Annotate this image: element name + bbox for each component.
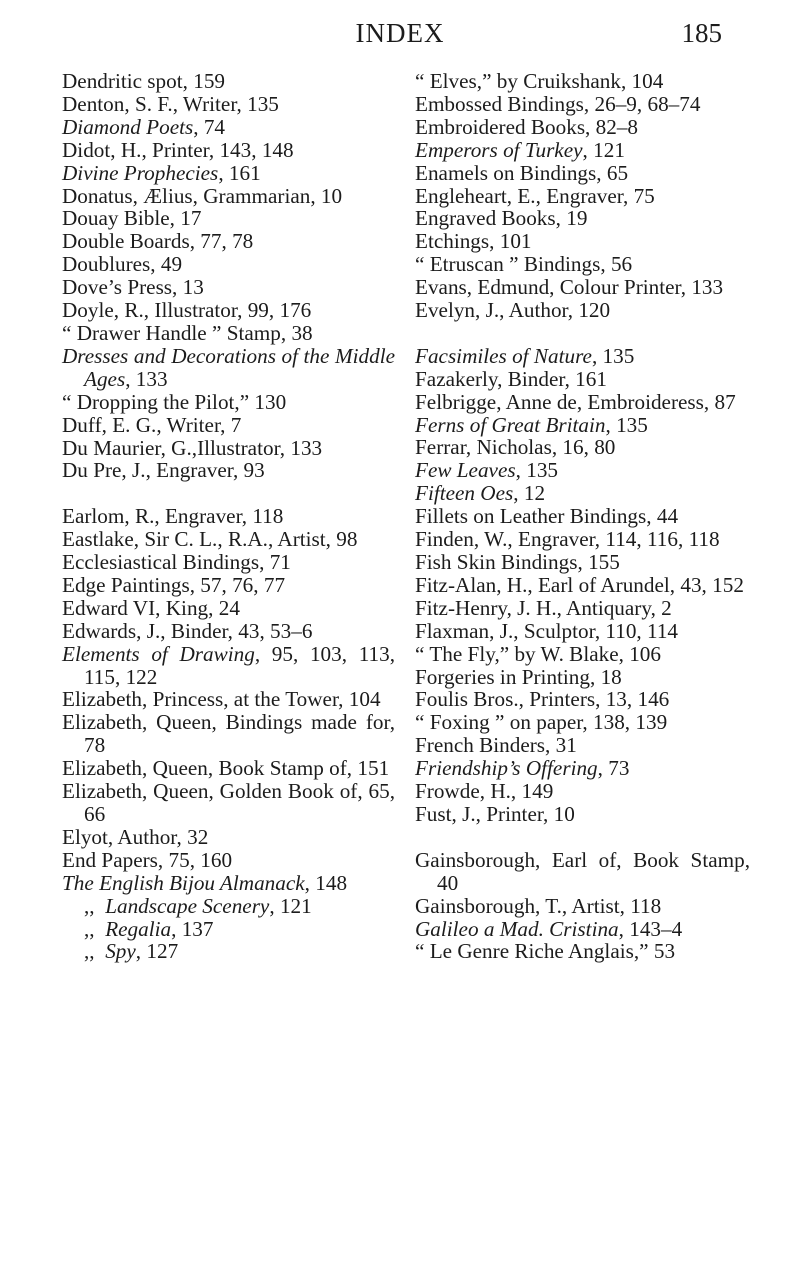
entry-text: “ Le Genre Riche Anglais,” 53 [415, 939, 676, 964]
index-entry [62, 299, 395, 322]
index-entry [415, 482, 750, 505]
index-entry [415, 299, 750, 322]
index-entry [415, 116, 750, 139]
entry-title: Friendship’s Offering [415, 756, 598, 781]
index-entry [62, 276, 395, 299]
entry-text: “ Foxing ” on paper, 138, 139 [415, 710, 668, 735]
index-entry [415, 895, 750, 918]
index-entry [415, 93, 750, 116]
index-entry [62, 139, 395, 162]
index-entry [415, 70, 750, 93]
entry-text: Edward VI, King, 24 [62, 595, 240, 620]
entry-text: Earlom, R., Engraver, 118 [62, 504, 284, 529]
index-entry [62, 688, 395, 711]
index-entry [415, 711, 750, 734]
index-entry [62, 597, 395, 620]
entry-title: The English Bijou Almanack [62, 870, 305, 895]
index-entry [415, 620, 750, 643]
entry-text: Elizabeth, Princess, at the Tower, 104 [62, 687, 381, 712]
page-header [0, 18, 800, 54]
entry-text: Elizabeth, Queen, Bindings made for, 78 [62, 710, 395, 758]
entry-text: “ The Fly,” by W. Blake, 106 [415, 641, 661, 666]
section-gap [62, 482, 395, 505]
index-entry [415, 597, 750, 620]
index-entry [415, 780, 750, 803]
entry-pages: , 133 [125, 366, 168, 391]
entry-pages: , 12 [513, 481, 546, 506]
index-entry [415, 757, 750, 780]
entry-text: Denton, S. F., Writer, 135 [62, 91, 279, 116]
entry-title: Galileo a Mad. Cristina [415, 916, 619, 941]
entry-title: Divine Prophecies [62, 160, 219, 185]
entry-text: Finden, W., Engraver, 114, 116, 118 [415, 527, 720, 552]
entry-text: “ Drawer Handle ” Stamp, 38 [62, 320, 313, 345]
entry-title: Few Leaves [415, 458, 516, 483]
index-entry [62, 826, 395, 849]
index-entry [415, 162, 750, 185]
entry-text: Etchings, 101 [415, 229, 532, 254]
entry-text: Enamels on Bindings, 65 [415, 160, 629, 185]
index-entry [415, 368, 750, 391]
entry-pages: , 148 [304, 870, 348, 895]
entry-text: Evans, Edmund, Colour Printer, 133 [415, 275, 724, 300]
entry-text: Donatus, Ælius, Grammarian, 10 [62, 183, 343, 208]
entry-text: Doublures, 49 [62, 252, 183, 277]
entry-pages: , 137 [171, 916, 214, 941]
index-entry [62, 185, 395, 208]
page-title: INDEX [355, 18, 445, 48]
index-entry [62, 459, 395, 482]
entry-text: French Binders, 31 [415, 733, 577, 758]
index-entry [415, 643, 750, 666]
entry-text: Douay Bible, 17 [62, 206, 202, 231]
section-gap [415, 826, 750, 849]
entry-text: Flaxman, J., Sculptor, 110, 114 [415, 618, 679, 643]
index-column-left [62, 70, 395, 963]
index-entry [415, 436, 750, 459]
entry-text: Fazakerly, Binder, 161 [415, 366, 607, 391]
ditto-mark: ,, [84, 939, 95, 964]
entry-pages: , 135 [591, 343, 635, 368]
index-entry [415, 345, 750, 368]
entry-pages: , 95, 103, 113, 115, 122 [84, 641, 395, 689]
index-entry [415, 276, 750, 299]
index-entry [62, 780, 395, 826]
entry-text: Double Boards, 77, 78 [62, 229, 254, 254]
index-entry [62, 849, 395, 872]
index-entry [415, 918, 750, 941]
entry-pages: , 135 [515, 458, 558, 483]
index-entry [62, 643, 395, 689]
entry-text: Didot, H., Printer, 143, 148 [62, 137, 294, 162]
index-entry [62, 70, 395, 93]
entry-text: Elizabeth, Queen, Book Stamp of, 151 [62, 756, 390, 781]
index-entry [62, 93, 395, 116]
index-entry [62, 528, 395, 551]
entry-text: Fillets on Leather Bindings, 44 [415, 504, 679, 529]
index-entry [62, 711, 395, 757]
entry-pages: , 74 [193, 114, 226, 139]
index-entry [62, 551, 395, 574]
index-entry [415, 574, 750, 597]
entry-text: Fish Skin Bindings, 155 [415, 550, 620, 575]
entry-text: Engleheart, E., Engraver, 75 [415, 183, 655, 208]
index-entry [62, 620, 395, 643]
entry-pages: , 73 [597, 756, 630, 781]
entry-text: Edge Paintings, 57, 76, 77 [62, 572, 286, 597]
entry-text: Gainsborough, T., Artist, 118 [415, 893, 662, 918]
entry-title: Elements of Drawing [62, 641, 255, 666]
index-entry [62, 505, 395, 528]
entry-text: Ferrar, Nicholas, 16, 80 [415, 435, 616, 460]
entry-text: Fust, J., Printer, 10 [415, 801, 575, 826]
index-entry [415, 551, 750, 574]
entry-title: Spy [105, 939, 136, 964]
index-entry [62, 437, 395, 460]
entry-text: Eastlake, Sir C. L., R.A., Artist, 98 [62, 527, 358, 552]
index-entry [62, 414, 395, 437]
entry-title: Emperors of Turkey [415, 137, 583, 162]
entry-pages: , 127 [135, 939, 179, 964]
index-column-right [415, 70, 750, 963]
index-entry [415, 734, 750, 757]
index-entry [62, 207, 395, 230]
entry-pages: , 161 [218, 160, 261, 185]
index-entry [415, 207, 750, 230]
entry-text: Evelyn, J., Author, 120 [415, 298, 611, 323]
entry-title: Dresses and Decorations of the Middle Ages [62, 343, 395, 391]
entry-title: Regalia [105, 916, 172, 941]
index-entry [62, 895, 395, 918]
entry-text: End Papers, 75, 160 [62, 847, 233, 872]
ditto-mark: ,, [84, 893, 95, 918]
entry-text: Du Maurier, G.,Illustrator, 133 [62, 435, 323, 460]
entry-text: Ecclesiastical Bindings, 71 [62, 550, 291, 575]
entry-text: Elizabeth, Queen, Golden Book of, 65, 66 [62, 779, 395, 826]
index-entry [415, 849, 750, 895]
entry-text: Fitz-Henry, J. H., Antiquary, 2 [415, 595, 672, 620]
page-number: 185 [681, 18, 722, 48]
entry-text: Felbrigge, Anne de, Embroideress, 87 [415, 389, 736, 414]
index-entry [62, 322, 395, 345]
index-entry [62, 116, 395, 139]
index-entry [62, 253, 395, 276]
index-entry [415, 253, 750, 276]
entry-text: Embossed Bindings, 26–9, 68–74 [415, 91, 701, 116]
entry-text: Fitz-Alan, H., Earl of Arundel, 43, 152 [415, 572, 744, 597]
entry-text: Frowde, H., 149 [415, 779, 554, 804]
index-entry [415, 414, 750, 437]
entry-text: “ Elves,” by Cruikshank, 104 [415, 69, 664, 93]
entry-title: Diamond Poets [62, 114, 194, 139]
index-entry [62, 940, 395, 963]
index-entry [62, 162, 395, 185]
entry-text: Dove’s Press, 13 [62, 275, 204, 300]
entry-text: Gainsborough, Earl of, Book Stamp, 40 [415, 847, 750, 895]
index-entry [415, 666, 750, 689]
entry-text: Duff, E. G., Writer, 7 [62, 412, 242, 437]
entry-title: Facsimiles of Nature [415, 343, 592, 368]
ditto-mark: ,, [84, 916, 95, 941]
entry-text: Du Pre, J., Engraver, 93 [62, 458, 265, 483]
entry-pages: , 121 [582, 137, 625, 162]
index-entry [415, 803, 750, 826]
entry-text: Engraved Books, 19 [415, 206, 588, 231]
entry-text: Dendritic spot, 159 [62, 69, 226, 93]
index-entry [415, 139, 750, 162]
entry-text: Foulis Bros., Printers, 13, 146 [415, 687, 670, 712]
entry-text: “ Dropping the Pilot,” 130 [62, 389, 287, 414]
index-entry [415, 185, 750, 208]
index-entry [415, 505, 750, 528]
index-entry [415, 528, 750, 551]
index-entry [62, 230, 395, 253]
entry-pages: , 135 [605, 412, 648, 437]
entry-title: Landscape Scenery [105, 893, 270, 918]
index-entry [62, 574, 395, 597]
index-entry [415, 391, 750, 414]
index-entry [415, 459, 750, 482]
index-entry [62, 757, 395, 780]
entry-text: Edwards, J., Binder, 43, 53–6 [62, 618, 313, 643]
index-entry [415, 688, 750, 711]
entry-pages: , 121 [269, 893, 312, 918]
entry-title: Fifteen Oes [415, 481, 514, 506]
entry-text: “ Etruscan ” Bindings, 56 [415, 252, 633, 277]
section-gap [415, 322, 750, 345]
index-entry [62, 345, 395, 391]
entry-text: Elyot, Author, 32 [62, 824, 209, 849]
entry-pages: , 143–4 [618, 916, 683, 941]
entry-title: Ferns of Great Britain [415, 412, 606, 437]
entry-text: Forgeries in Printing, 18 [415, 664, 622, 689]
index-entry [62, 918, 395, 941]
entry-text: Embroidered Books, 82–8 [415, 114, 639, 139]
entry-text: Doyle, R., Illustrator, 99, 176 [62, 298, 312, 323]
index-entry [415, 940, 750, 963]
index-entry [62, 391, 395, 414]
index-entry [415, 230, 750, 253]
index-entry [62, 872, 395, 895]
